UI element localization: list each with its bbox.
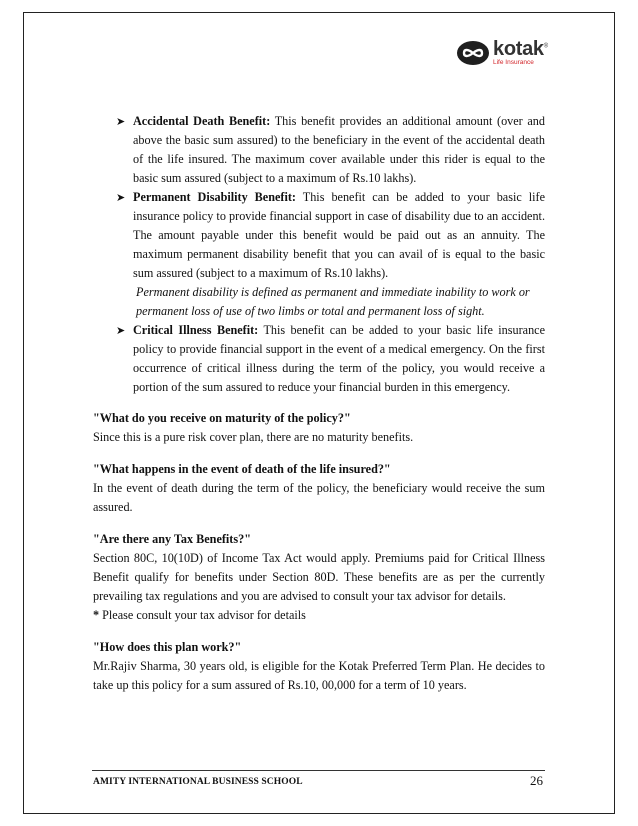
faq-answer-maturity: Since this is a pure risk cover plan, there are no maturity benefits. (93, 430, 414, 444)
disability-definition-note: Permanent disability is defined as permanent and immediate inability to work or permanent loss of use of two limbs or total and permanent loss of sight. (136, 285, 530, 318)
logo-subtitle: Life Insurance (493, 59, 534, 67)
benefit-text: This benefit can be added to your basic life insurance policy to provide financial support in case of disability due to an accident. The amount payable under this benefit would be paid out as an annuity. The maximum permanent disability benefit that you can avail of is equal to the basic sum assured (subject to a maximum of Rs.10 lakhs). (133, 190, 546, 280)
arrow-bullet-icon: ➤ (116, 324, 126, 337)
tax-advisor-note (93, 606, 545, 625)
benefit-text: This benefit can be added to your basic life insurance policy to provide financial support in the event of a medical emergency. On the first occurrence of critical illness during the term of the policy, you would receive a portion of the sum assured to reduce your financial burden in this emergency. (133, 323, 545, 394)
note-text: Please consult your tax advisor for details (102, 608, 306, 622)
logo-name: kotak® (493, 38, 548, 61)
faq-answer-tax: Section 80C, 10(10D) of Income Tax Act would apply. Premiums paid for Critical Illness Benefit qualify for benefits under Section 80D. These benefits are as per the currently prevailing tax regulations and you are advised to consult your tax advisor for details. (93, 551, 545, 603)
benefit-critical-illness (93, 321, 545, 397)
benefit-title: Critical Illness Benefit: (133, 323, 259, 337)
benefit-accidental-death (93, 112, 545, 188)
arrow-bullet-icon: ➤ (116, 191, 126, 204)
faq-question-death: "What happens in the event of death of the life insured?" (93, 462, 391, 476)
arrow-bullet-icon: ➤ (116, 115, 126, 128)
footer-school-name: AMITY INTERNATIONAL BUSINESS SCHOOL (93, 777, 303, 787)
faq-question-tax: "Are there any Tax Benefits?" (93, 532, 251, 546)
benefit-text: This benefit provides an additional amount (over and above the basic sum assured) to the beneficiary in the event of the accidental death of the life insured. The maximum cover available under this rider is equal to the basic sum assured (subject to a maximum of Rs.10 lakhs). (133, 114, 545, 185)
benefit-title: Accidental Death Benefit: (133, 114, 271, 128)
kotak-logo (456, 38, 556, 68)
note-star: * (93, 608, 100, 622)
document-body (93, 112, 545, 695)
benefit-permanent-disability (93, 188, 545, 283)
faq-answer-how-it-works: Mr.Rajiv Sharma, 30 years old, is eligible for the Kotak Preferred Term Plan. He decides to take up this policy for a sum assured of Rs.10, 00,000 for a term of 10 years. (93, 659, 545, 692)
faq-question-maturity: "What do you receive on maturity of the policy?" (93, 411, 351, 425)
page-number: 26 (530, 773, 543, 788)
faq-answer-death: In the event of death during the term of the policy, the beneficiary would receive the sum assured. (93, 481, 545, 514)
faq-question-how-it-works: "How does this plan work?" (93, 640, 242, 654)
footer-divider (92, 770, 545, 771)
benefit-title: Permanent Disability Benefit: (133, 190, 296, 204)
kotak-infinity-icon (456, 40, 490, 66)
